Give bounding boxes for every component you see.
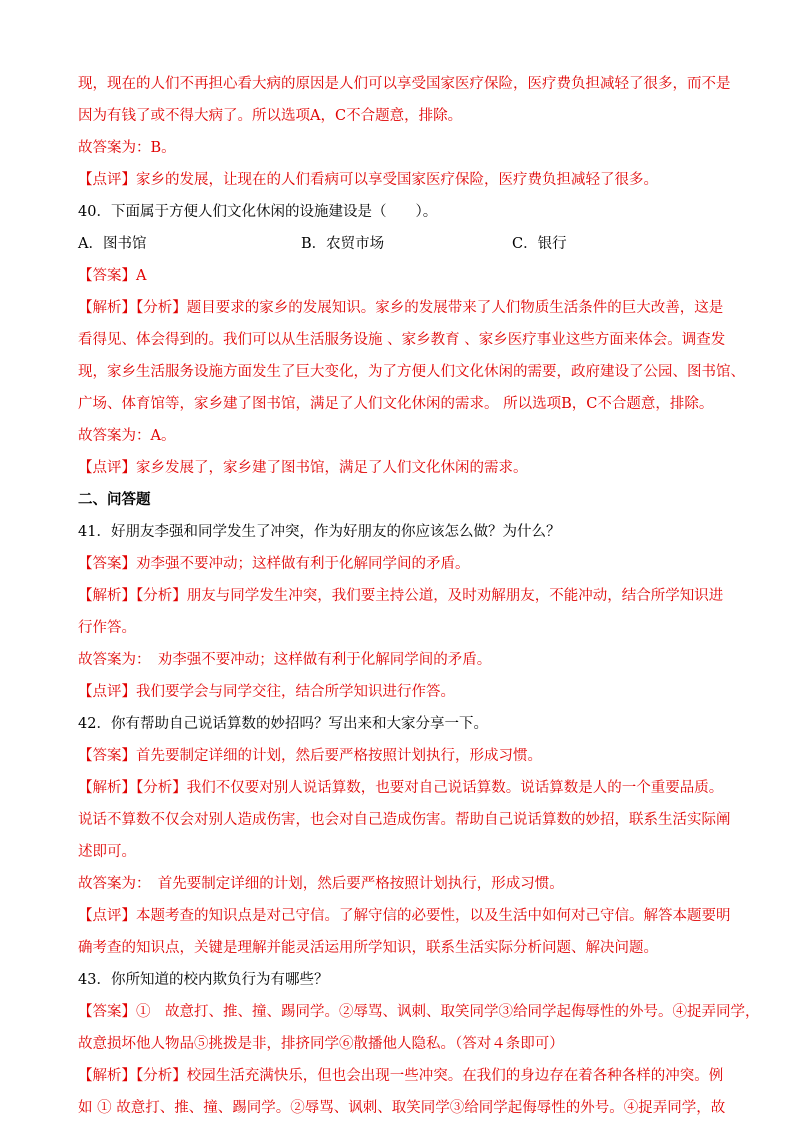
- option-a: A．图书馆: [78, 236, 147, 252]
- question-40-analysis-4: 广场、体育馆等，家乡建了图书馆，满足了人们文化休闲的需求。 所以选项B，C不合题意，排除。: [78, 396, 714, 412]
- document-page: [78, 74, 760, 1118]
- option-c: C．银行: [512, 236, 567, 252]
- section-heading: 二、问答题: [78, 492, 151, 508]
- question-40-options: [78, 234, 728, 254]
- question-42-final: 故答案为： 首先要制定详细的计划，然后要严格按照计划执行，形成习惯。: [78, 876, 564, 892]
- question-42-analysis-3: 述即可。: [78, 844, 136, 860]
- question-40-analysis-2: 看得见、体会得到的。我们可以从生活服务设施 、家乡教育 、家乡医疗事业这些方面来体会。调查发: [78, 332, 726, 348]
- question-42-comment-2: 确考查的知识点，关键是理解并能灵活运用所学知识，联系生活实际分析问题、解决问题。: [78, 940, 658, 956]
- question-43: 43．你所知道的校内欺负行为有哪些？: [78, 972, 329, 988]
- question-43-answer-2: 故意损坏他人物品⑤挑拨是非，排挤同学⑥散播他人隐私。（答对４条即可）: [78, 1036, 564, 1052]
- question-42-answer: 【答案】首先要制定详细的计划，然后要严格按照计划执行，形成习惯。: [78, 748, 542, 764]
- question-41-final: 故答案为： 劝李强不要冲动；这样做有利于化解同学间的矛盾。: [78, 652, 492, 668]
- prev-analysis-line-2: 因为有钱了或不得大病了。所以选项A，C不合题意，排除。: [78, 108, 463, 124]
- question-42-analysis-1: 【解析】【分析】我们不仅要对别人说话算数，也要对自己说话算数。说话算数是人的一个重要品质。: [78, 780, 724, 796]
- question-41-analysis-1: 【解析】【分析】朋友与同学发生冲突，我们要主持公道，及时劝解朋友，不能冲动，结合所学知识进: [78, 588, 724, 604]
- question-43-answer-1: 【答案】① 故意打、推、撞、踢同学。②辱骂、讽刺、取笑同学③给同学起侮辱性的外号。④捉弄同学，: [78, 1004, 760, 1020]
- question-41: 41．好朋友李强和同学发生了冲突，作为好朋友的你应该怎么做？为什么？: [78, 524, 561, 540]
- question-40-analysis-3: 现，家乡生活服务设施方面发生了巨大变化，为了方便人们文化休闲的需要，政府建设了公园、图书馆、: [78, 364, 745, 380]
- prev-analysis-line-1: 现，现在的人们不再担心看大病的原因是人们可以享受国家医疗保险，医疗费负担减轻了很多，而不是: [78, 76, 731, 92]
- option-b: B．农贸市场: [301, 236, 385, 252]
- question-40-comment: 【点评】家乡发展了，家乡建了图书馆，满足了人们文化休闲的需求。: [78, 460, 528, 476]
- prev-comment: 【点评】家乡的发展，让现在的人们看病可以享受国家医疗保险，医疗费负担减轻了很多。: [78, 172, 658, 188]
- question-41-comment: 【点评】我们要学会与同学交往，结合所学知识进行作答。: [78, 684, 455, 700]
- question-42-analysis-2: 说话不算数不仅会对别人造成伤害，也会对自己造成伤害。帮助自己说话算数的妙招，联系生活实际阐: [78, 812, 731, 828]
- question-42-comment-1: 【点评】本题考查的知识点是对己守信。了解守信的必要性，以及生活中如何对己守信。解答本题要明: [78, 908, 731, 924]
- question-42: 42．你有帮助自己说话算数的妙招吗？写出来和大家分享一下。: [78, 716, 488, 732]
- question-40-answer: 【答案】A: [78, 268, 147, 284]
- question-43-analysis-2: 如 ① 故意打、推、撞、踢同学。②辱骂、讽刺、取笑同学③给同学起侮辱性的外号。④捉弄同学，故: [78, 1100, 726, 1116]
- question-40-analysis-1: 【解析】【分析】题目要求的家乡的发展知识。家乡的发展带来了人们物质生活条件的巨大改善，这是: [78, 300, 724, 316]
- question-43-analysis-1: 【解析】【分析】校园生活充满快乐，但也会出现一些冲突。在我们的身边存在着各种各样的冲突。例: [78, 1068, 724, 1084]
- prev-final-answer: 故答案为：B。: [78, 140, 176, 156]
- question-41-answer: 【答案】劝李强不要冲动；这样做有利于化解同学间的矛盾。: [78, 556, 470, 572]
- question-41-analysis-2: 行作答。: [78, 620, 136, 636]
- question-40: 40．下面属于方便人们文化休闲的设施建设是（ ）。: [78, 204, 438, 220]
- question-40-final: 故答案为：A。: [78, 428, 176, 444]
